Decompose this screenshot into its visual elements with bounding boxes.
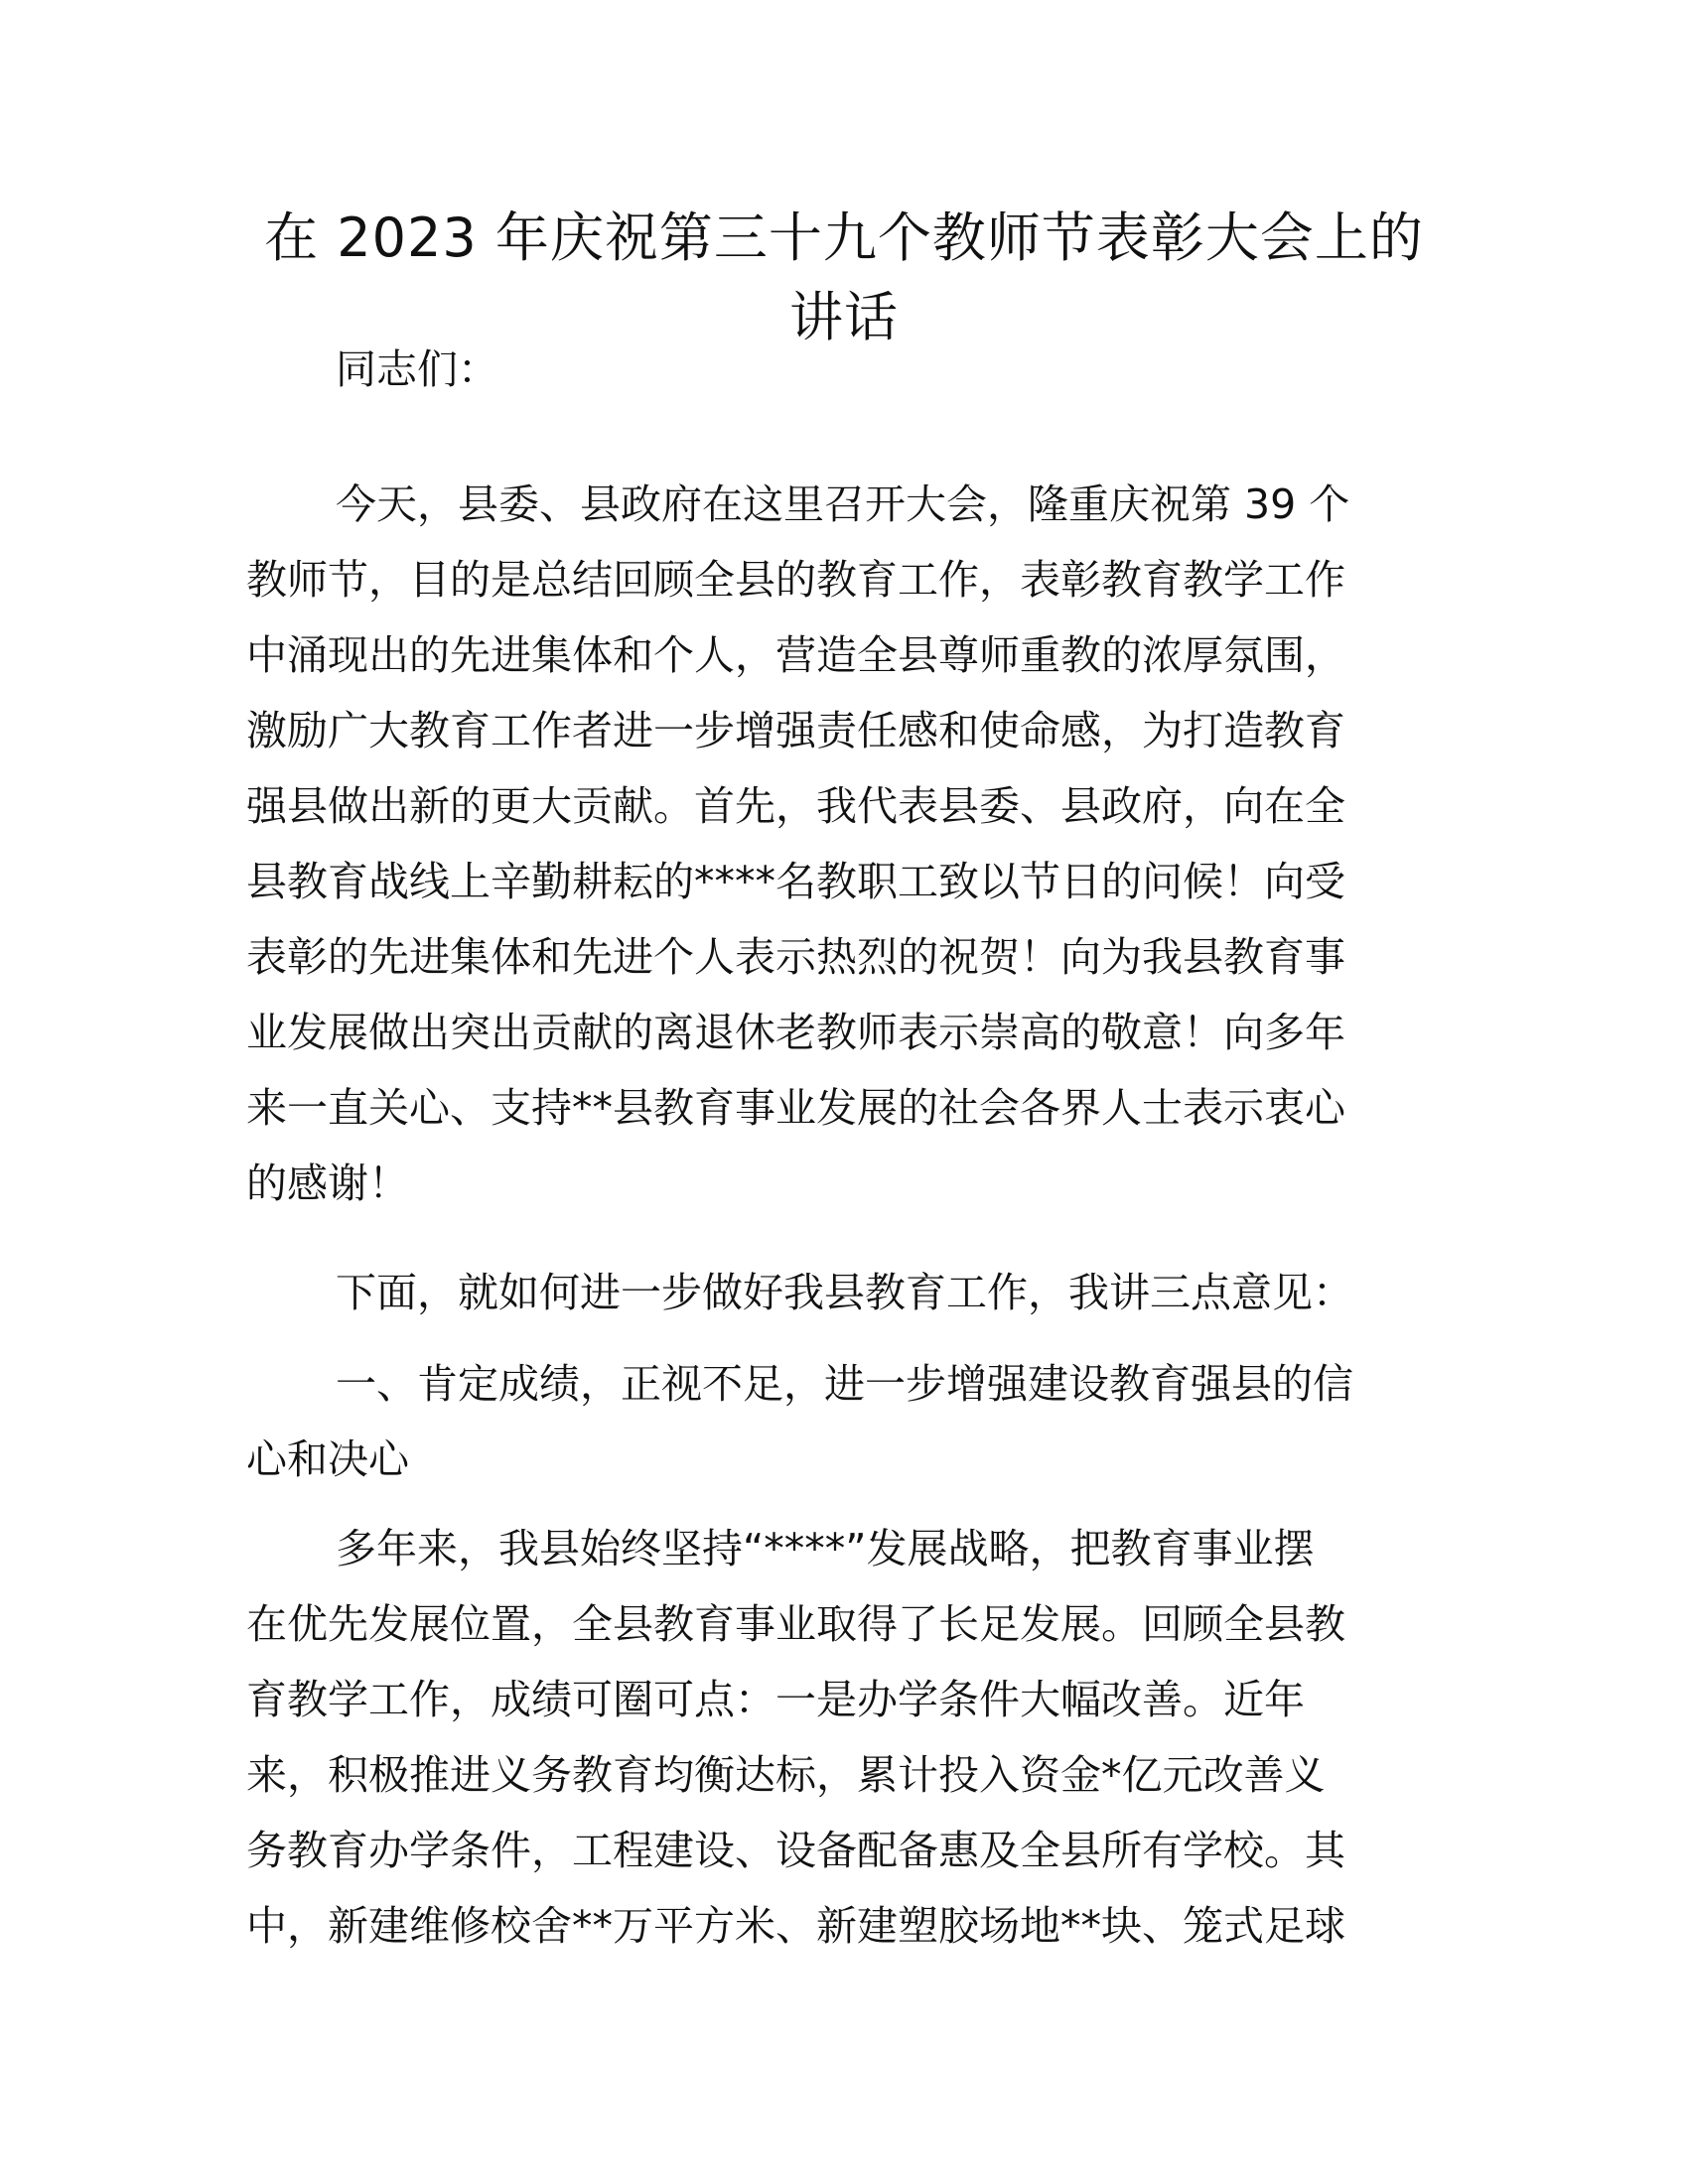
paragraph-line: 中，新建维修校舍**万平方米、新建塑胶场地**块、笼式足球	[246, 1902, 1345, 1950]
paragraph-line: 强县做出新的更大贡献。首先，我代表县委、县政府，向在全	[246, 782, 1345, 830]
paragraph-line: 业发展做出突出贡献的离退休老教师表示崇高的敬意！向多年	[246, 1009, 1345, 1056]
heading-line: 心和决心	[246, 1435, 409, 1483]
paragraph-line: 下面，就如何进一步做好我县教育工作，我讲三点意见：	[336, 1269, 1353, 1316]
paragraph-line: 来，积极推进义务教育均衡达标，累计投入资金*亿元改善义	[246, 1751, 1326, 1799]
title-line-1: 在 2023 年庆祝第三十九个教师节表彰大会上的	[264, 206, 1424, 269]
salutation: 同志们：	[336, 345, 498, 393]
paragraph-line: 的感谢！	[246, 1160, 409, 1207]
paragraph-line: 务教育办学条件，工程建设、设备配备惠及全县所有学校。其	[246, 1827, 1345, 1874]
paragraph-line: 县教育战线上辛勤耕耘的****名教职工致以节日的问候！向受	[246, 858, 1345, 905]
paragraph-line: 在优先发展位置，全县教育事业取得了长足发展。回顾全县教	[246, 1600, 1345, 1648]
paragraph-line: 来一直关心、支持**县教育事业发展的社会各界人士表示衷心	[246, 1084, 1345, 1132]
paragraph-line: 多年来，我县始终坚持“****”发展战略，把教育事业摆	[336, 1525, 1315, 1572]
salutation-block	[246, 332, 1438, 407]
paragraph-intro-points	[246, 1255, 1438, 1330]
paragraph-line: 教师节，目的是总结回顾全县的教育工作，表彰教育教学工作	[246, 556, 1345, 604]
paragraph-line: 表彰的先进集体和先进个人表示热烈的祝贺！向为我县教育事	[246, 933, 1345, 981]
paragraph-line: 今天，县委、县政府在这里召开大会，隆重庆祝第 39 个	[336, 480, 1350, 528]
paragraph-line: 中涌现出的先进集体和个人，营造全县尊师重教的浓厚氛围，	[246, 631, 1345, 679]
paragraph-line: 激励广大教育工作者进一步增强责任感和使命感，为打造教育	[246, 707, 1345, 754]
section-heading-1	[246, 1346, 1438, 1497]
paragraph-achievements	[246, 1511, 1438, 1964]
paragraph-line: 育教学工作，成绩可圈可点：一是办学条件大幅改善。近年	[246, 1676, 1305, 1723]
title-line-2: 讲话	[789, 286, 899, 348]
heading-line: 一、肯定成绩，正视不足，进一步增强建设教育强县的信	[336, 1360, 1353, 1408]
paragraph-opening	[246, 467, 1438, 1221]
